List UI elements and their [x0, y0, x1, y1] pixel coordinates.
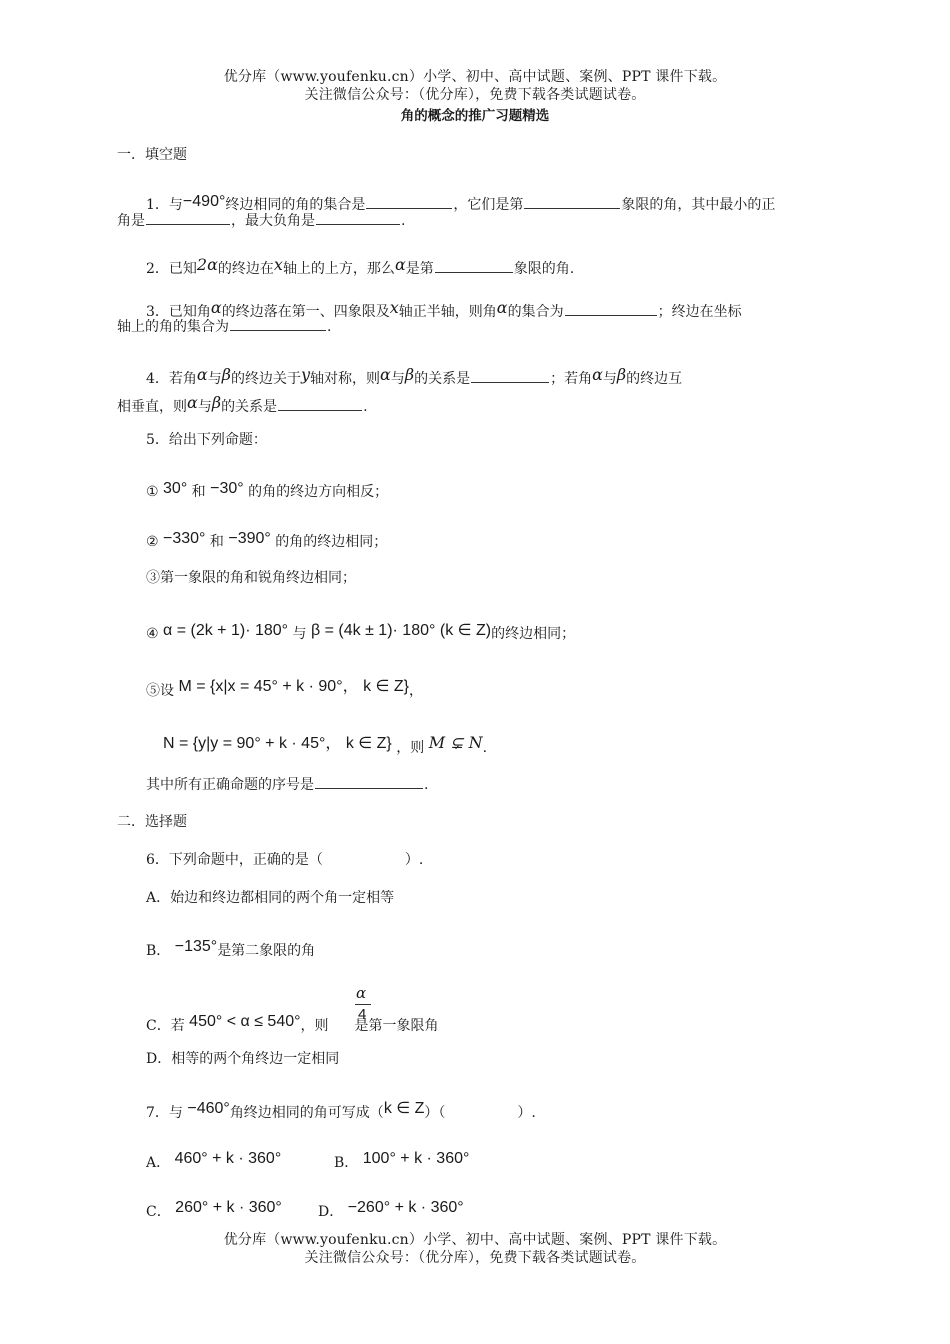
question-4-line-2: 相垂直，则α与β的关系是 .: [117, 393, 368, 415]
question-6-option-b: B． −135°是第二象限的角: [146, 938, 316, 959]
header-line-1: 优分库（www.youfenku.cn）小学、初中、高中试题、案例、PPT 课件下载。: [223, 69, 727, 85]
section-2-heading: 二．选择题: [117, 814, 187, 830]
question-5-item-3: ③第一象限的角和锐角终边相同；: [146, 570, 356, 586]
question-6-option-a: A．始边和终边都相同的两个角一定相等: [146, 890, 395, 906]
question-6-option-d: D．相等的两个角终边一定相同: [146, 1051, 340, 1067]
question-7-option-d: D． −260° + k · 360°: [318, 1199, 464, 1220]
footer-line-2: 关注微信公众号：（优分库），免费下载各类试题试卷。: [304, 1250, 646, 1266]
question-2: 2．已知2α的终边在x轴上的上方，那么α是第 象限的角.: [146, 255, 575, 277]
question-6-stem: 6．下列命题中，正确的是（ ）.: [146, 852, 424, 868]
fraction-denominator: 4: [358, 1006, 367, 1023]
question-7-stem: 7．与 −460°角终边相同的角可写成（k ∈ Z）（ ）.: [146, 1100, 536, 1121]
question-5-item-1: ① 30° 和 −30° 的角的终边方向相反；: [146, 480, 389, 500]
section-1-heading: 一．填空题: [117, 147, 187, 163]
page-title: 角的概念的推广习题精选: [400, 108, 550, 124]
fraction-bar: [355, 1004, 371, 1005]
question-1-line-2: 角是 ，最大负角是 .: [117, 213, 406, 229]
question-6-option-c: C．若 450° < α ≤ 540°，则 是第一象限角: [146, 1013, 439, 1034]
question-5-item-2: ② −330° 和 −390° 的角的终边相同；: [146, 530, 388, 550]
question-3-line-2: 轴上的角的集合为 .: [117, 319, 332, 335]
question-5-intro: 5．给出下列命题：: [146, 432, 267, 448]
question-5-conclusion: 其中所有正确命题的序号是 .: [146, 777, 429, 793]
fraction-numerator: α: [356, 984, 367, 1002]
question-7-option-c: C． 260° + k · 360°: [146, 1199, 282, 1220]
question-7-option-a: A． 460° + k · 360°: [146, 1150, 282, 1171]
footer-line-1: 优分库（www.youfenku.cn）小学、初中、高中试题、案例、PPT 课件下载。: [223, 1232, 727, 1248]
question-5-item-4: ④ α = (2k + 1)· 180° 与 β = (4k ± 1)· 180° (k ∈ Z)的终边相同；: [146, 622, 576, 642]
question-4-line-1: 4．若角α与β的终边关于y轴对称，则α与β的关系是 ；若角α与β的终边互: [146, 365, 683, 387]
question-5-item-5-set-n: N = {y|y = 90° + k · 45°， k ∈ Z} ，则 M ⊊ N.: [163, 733, 488, 756]
question-5-item-5: ⑤设 M = {x|x = 45° + k · 90°， k ∈ Z}，: [146, 678, 424, 699]
question-1-line-1: 1．与−490°终边相同的角的集合是 ，它们是第 象限的角，其中最小的正: [146, 193, 776, 213]
question-3-line-1: 3．已知角α的终边落在第一、四象限及x轴正半轴，则角α的集合为 ；终边在坐标: [146, 298, 742, 320]
header-line-2: 关注微信公众号：（优分库），免费下载各类试题试卷。: [304, 87, 646, 103]
question-7-option-b: B． 100° + k · 360°: [334, 1150, 470, 1171]
